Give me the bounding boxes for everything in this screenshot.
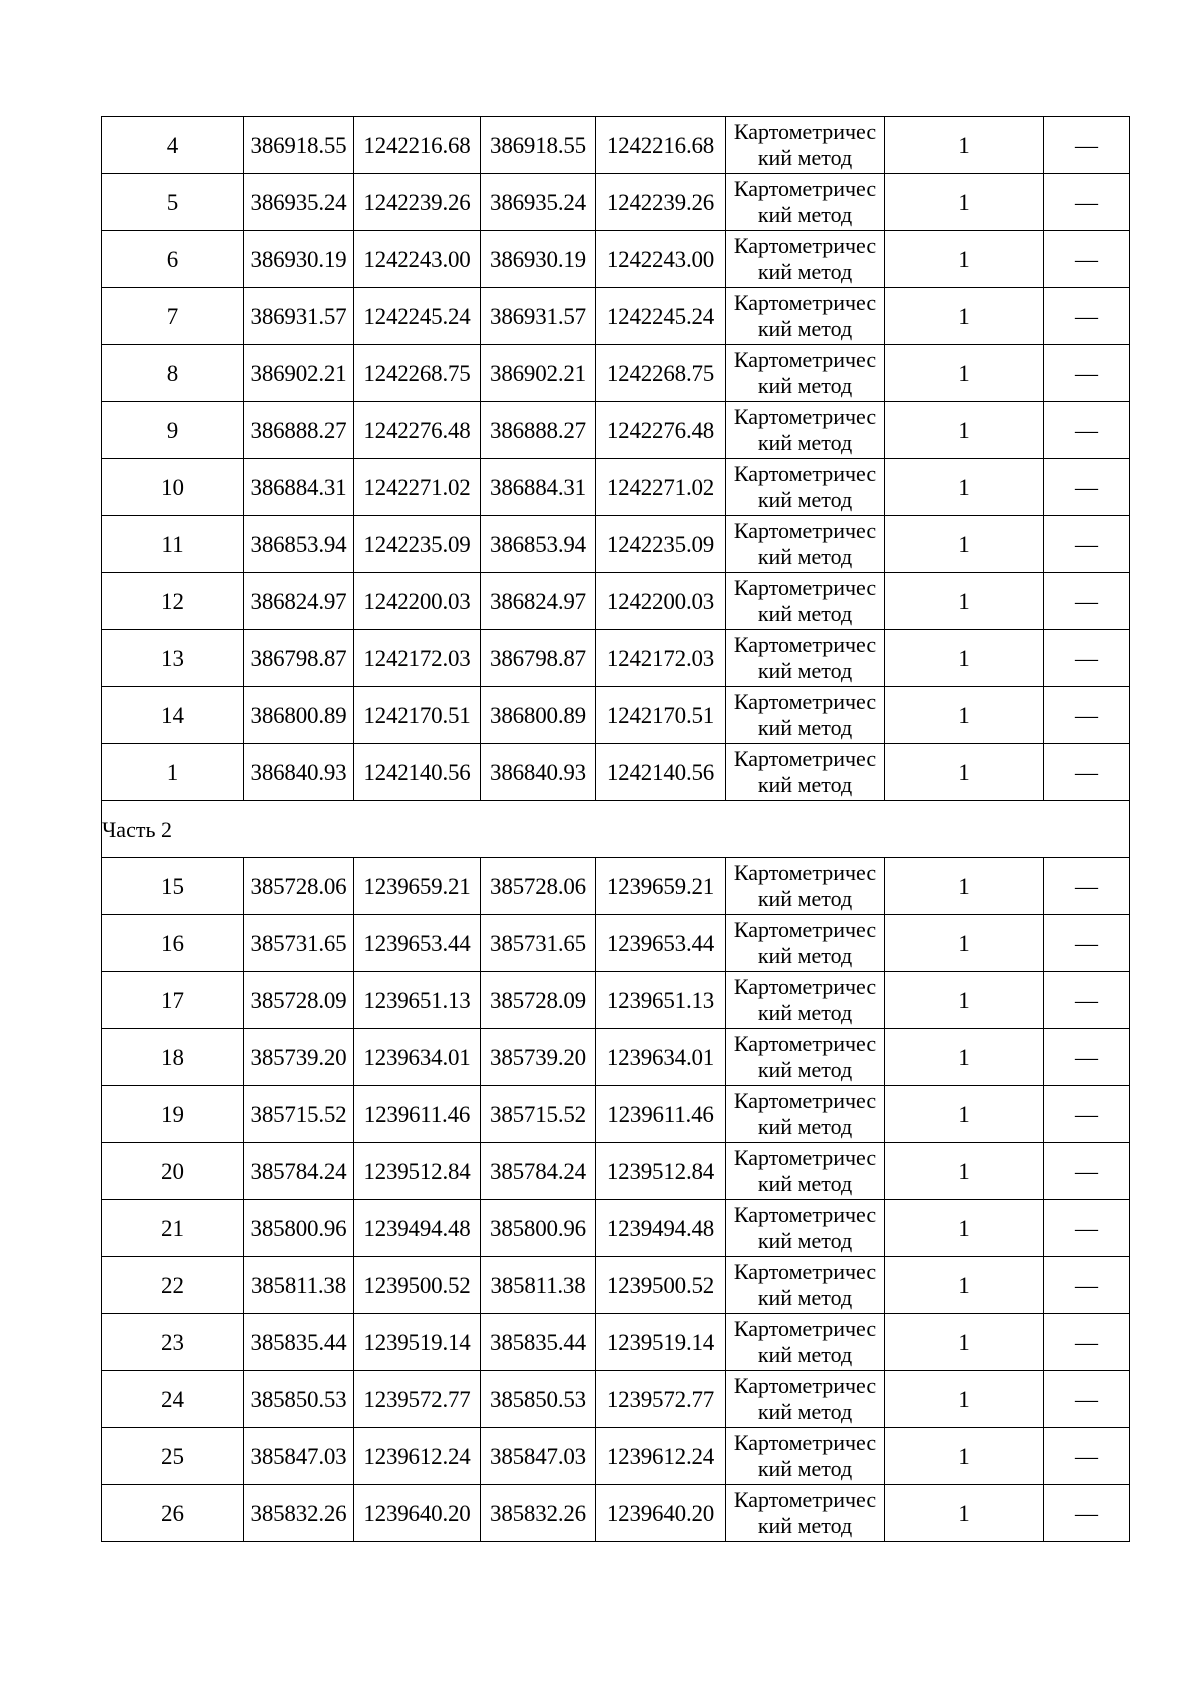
part-2-label: Часть 2: [102, 801, 1130, 858]
note-cell: [1044, 630, 1130, 687]
dash-text: —: [1075, 189, 1098, 215]
method-cell: [726, 231, 885, 288]
y-coordinate-cell: 1242245.24: [354, 288, 481, 345]
point-number-cell: 10: [102, 459, 244, 516]
point-number-cell: 18: [102, 1029, 244, 1086]
point-number-cell: 25: [102, 1428, 244, 1485]
x-coordinate-cell: 386918.55: [244, 117, 354, 174]
method-cell: [726, 516, 885, 573]
x-coordinate-cell: 386902.21: [481, 345, 596, 402]
method-text: Картометрический метод: [733, 1088, 877, 1139]
y-coordinate-cell: 1242239.26: [354, 174, 481, 231]
y-coordinate-cell: 1239519.14: [596, 1314, 726, 1371]
method-text: Картометрический метод: [733, 518, 877, 569]
x-coordinate-cell: 385728.06: [244, 858, 354, 915]
y-coordinate-cell: 1242200.03: [354, 573, 481, 630]
accuracy-cell: 1: [885, 117, 1044, 174]
method-cell: [726, 1143, 885, 1200]
method-text: Картометрический метод: [733, 347, 877, 398]
table-row: [102, 345, 1130, 402]
x-coordinate-cell: 385832.26: [481, 1485, 596, 1542]
y-coordinate-cell: 1242235.09: [596, 516, 726, 573]
table-row: [102, 1086, 1130, 1143]
method-text: Картометрический метод: [733, 1316, 877, 1367]
y-coordinate-cell: 1239612.24: [596, 1428, 726, 1485]
note-cell: [1044, 516, 1130, 573]
x-coordinate-cell: 385739.20: [481, 1029, 596, 1086]
method-cell: [726, 288, 885, 345]
accuracy-cell: 1: [885, 231, 1044, 288]
note-cell: [1044, 1257, 1130, 1314]
x-coordinate-cell: 385784.24: [481, 1143, 596, 1200]
x-coordinate-cell: 386931.57: [481, 288, 596, 345]
method-cell: [726, 1485, 885, 1542]
point-number-cell: 21: [102, 1200, 244, 1257]
note-cell: [1044, 1200, 1130, 1257]
dash-text: —: [1075, 930, 1098, 956]
dash-text: —: [1075, 588, 1098, 614]
table-row: [102, 288, 1130, 345]
y-coordinate-cell: 1239512.84: [354, 1143, 481, 1200]
part1-rows: [102, 117, 1130, 801]
dash-text: —: [1075, 1215, 1098, 1241]
y-coordinate-cell: 1242268.75: [354, 345, 481, 402]
accuracy-cell: 1: [885, 1485, 1044, 1542]
method-cell: [726, 1428, 885, 1485]
table-row: [102, 972, 1130, 1029]
point-number-cell: 9: [102, 402, 244, 459]
y-coordinate-cell: 1239494.48: [596, 1200, 726, 1257]
table-row: [102, 1143, 1130, 1200]
x-coordinate-cell: 386884.31: [481, 459, 596, 516]
method-text: Картометрический метод: [733, 746, 877, 797]
method-text: Картометрический метод: [733, 1202, 877, 1253]
method-text: Картометрический метод: [733, 1145, 877, 1196]
x-coordinate-cell: 386840.93: [481, 744, 596, 801]
y-coordinate-cell: 1242170.51: [354, 687, 481, 744]
x-coordinate-cell: 385835.44: [481, 1314, 596, 1371]
table-row: [102, 915, 1130, 972]
method-text: Картометрический метод: [733, 1373, 877, 1424]
x-coordinate-cell: 385731.65: [481, 915, 596, 972]
part2-rows: [102, 858, 1130, 1542]
point-number-cell: 20: [102, 1143, 244, 1200]
method-cell: [726, 744, 885, 801]
y-coordinate-cell: 1242216.68: [596, 117, 726, 174]
dash-text: —: [1075, 1272, 1098, 1298]
point-number-cell: 7: [102, 288, 244, 345]
dash-text: —: [1075, 303, 1098, 329]
dash-text: —: [1075, 360, 1098, 386]
accuracy-cell: 1: [885, 744, 1044, 801]
method-text: Картометрический метод: [733, 233, 877, 284]
point-number-cell: 22: [102, 1257, 244, 1314]
accuracy-cell: 1: [885, 1371, 1044, 1428]
x-coordinate-cell: 386888.27: [481, 402, 596, 459]
method-cell: [726, 1371, 885, 1428]
note-cell: [1044, 1371, 1130, 1428]
x-coordinate-cell: 385847.03: [244, 1428, 354, 1485]
note-cell: [1044, 573, 1130, 630]
accuracy-cell: 1: [885, 1029, 1044, 1086]
y-coordinate-cell: 1239500.52: [354, 1257, 481, 1314]
x-coordinate-cell: 385715.52: [244, 1086, 354, 1143]
point-number-cell: 17: [102, 972, 244, 1029]
method-cell: [726, 174, 885, 231]
point-number-cell: 16: [102, 915, 244, 972]
note-cell: [1044, 744, 1130, 801]
point-number-cell: 8: [102, 345, 244, 402]
y-coordinate-cell: 1239611.46: [596, 1086, 726, 1143]
x-coordinate-cell: 386798.87: [481, 630, 596, 687]
y-coordinate-cell: 1242268.75: [596, 345, 726, 402]
y-coordinate-cell: 1242235.09: [354, 516, 481, 573]
x-coordinate-cell: 386935.24: [244, 174, 354, 231]
point-number-cell: 15: [102, 858, 244, 915]
y-coordinate-cell: 1239512.84: [596, 1143, 726, 1200]
table-row: [102, 573, 1130, 630]
y-coordinate-cell: 1239640.20: [354, 1485, 481, 1542]
x-coordinate-cell: 386884.31: [244, 459, 354, 516]
accuracy-cell: 1: [885, 687, 1044, 744]
y-coordinate-cell: 1239634.01: [354, 1029, 481, 1086]
dash-text: —: [1075, 1044, 1098, 1070]
note-cell: [1044, 402, 1130, 459]
point-number-cell: 4: [102, 117, 244, 174]
table-row: [102, 630, 1130, 687]
method-cell: [726, 345, 885, 402]
x-coordinate-cell: 385850.53: [481, 1371, 596, 1428]
dash-text: —: [1075, 987, 1098, 1013]
x-coordinate-cell: 385850.53: [244, 1371, 354, 1428]
table-row: [102, 1200, 1130, 1257]
method-text: Картометрический метод: [733, 404, 877, 455]
point-number-cell: 13: [102, 630, 244, 687]
point-number-cell: 14: [102, 687, 244, 744]
method-cell: [726, 573, 885, 630]
table-row: [102, 687, 1130, 744]
accuracy-cell: 1: [885, 858, 1044, 915]
x-coordinate-cell: 385715.52: [481, 1086, 596, 1143]
point-number-cell: 1: [102, 744, 244, 801]
table-row: [102, 858, 1130, 915]
note-cell: [1044, 174, 1130, 231]
x-coordinate-cell: 386931.57: [244, 288, 354, 345]
note-cell: [1044, 1428, 1130, 1485]
dash-text: —: [1075, 246, 1098, 272]
y-coordinate-cell: 1242239.26: [596, 174, 726, 231]
y-coordinate-cell: 1242243.00: [596, 231, 726, 288]
table-row: [102, 744, 1130, 801]
x-coordinate-cell: 386902.21: [244, 345, 354, 402]
dash-text: —: [1075, 531, 1098, 557]
method-cell: [726, 972, 885, 1029]
x-coordinate-cell: 386853.94: [244, 516, 354, 573]
method-text: Картометрический метод: [733, 176, 877, 227]
accuracy-cell: 1: [885, 459, 1044, 516]
method-text: Картометрический метод: [733, 1031, 877, 1082]
y-coordinate-cell: 1239640.20: [596, 1485, 726, 1542]
table-row: [102, 1029, 1130, 1086]
dash-text: —: [1075, 873, 1098, 899]
table-row: [102, 459, 1130, 516]
y-coordinate-cell: 1239653.44: [596, 915, 726, 972]
accuracy-cell: 1: [885, 1314, 1044, 1371]
point-number-cell: 24: [102, 1371, 244, 1428]
y-coordinate-cell: 1239572.77: [596, 1371, 726, 1428]
accuracy-cell: 1: [885, 402, 1044, 459]
y-coordinate-cell: 1239611.46: [354, 1086, 481, 1143]
y-coordinate-cell: 1242243.00: [354, 231, 481, 288]
x-coordinate-cell: 385731.65: [244, 915, 354, 972]
accuracy-cell: 1: [885, 174, 1044, 231]
method-cell: [726, 1314, 885, 1371]
method-text: Картометрический метод: [733, 632, 877, 683]
x-coordinate-cell: 386824.97: [481, 573, 596, 630]
method-cell: [726, 459, 885, 516]
method-text: Картометрический метод: [733, 1487, 877, 1538]
method-text: Картометрический метод: [733, 974, 877, 1025]
y-coordinate-cell: 1242140.56: [596, 744, 726, 801]
accuracy-cell: 1: [885, 915, 1044, 972]
dash-text: —: [1075, 1443, 1098, 1469]
y-coordinate-cell: 1239572.77: [354, 1371, 481, 1428]
y-coordinate-cell: 1239494.48: [354, 1200, 481, 1257]
method-cell: [726, 1086, 885, 1143]
table-row: [102, 231, 1130, 288]
method-text: Картометрический метод: [733, 290, 877, 341]
dash-text: —: [1075, 417, 1098, 443]
method-cell: [726, 858, 885, 915]
accuracy-cell: 1: [885, 1200, 1044, 1257]
point-number-cell: 5: [102, 174, 244, 231]
x-coordinate-cell: 386800.89: [481, 687, 596, 744]
x-coordinate-cell: 386798.87: [244, 630, 354, 687]
note-cell: [1044, 459, 1130, 516]
accuracy-cell: 1: [885, 1086, 1044, 1143]
accuracy-cell: 1: [885, 972, 1044, 1029]
x-coordinate-cell: 386853.94: [481, 516, 596, 573]
y-coordinate-cell: 1242216.68: [354, 117, 481, 174]
method-text: Картометрический метод: [733, 1430, 877, 1481]
method-cell: [726, 630, 885, 687]
table-row: [102, 1428, 1130, 1485]
note-cell: [1044, 687, 1130, 744]
note-cell: [1044, 858, 1130, 915]
table-row: [102, 516, 1130, 573]
table-row: [102, 1257, 1130, 1314]
note-cell: [1044, 1314, 1130, 1371]
y-coordinate-cell: 1242245.24: [596, 288, 726, 345]
x-coordinate-cell: 386918.55: [481, 117, 596, 174]
part2-header: [102, 801, 1130, 858]
dash-text: —: [1075, 759, 1098, 785]
point-number-cell: 19: [102, 1086, 244, 1143]
x-coordinate-cell: 386840.93: [244, 744, 354, 801]
x-coordinate-cell: 386824.97: [244, 573, 354, 630]
coordinates-table: [101, 116, 1130, 1542]
method-text: Картометрический метод: [733, 575, 877, 626]
x-coordinate-cell: 385784.24: [244, 1143, 354, 1200]
table-row: [102, 174, 1130, 231]
accuracy-cell: 1: [885, 345, 1044, 402]
x-coordinate-cell: 385728.09: [244, 972, 354, 1029]
x-coordinate-cell: 385811.38: [244, 1257, 354, 1314]
dash-text: —: [1075, 1500, 1098, 1526]
method-text: Картометрический метод: [733, 917, 877, 968]
x-coordinate-cell: 385800.96: [244, 1200, 354, 1257]
dash-text: —: [1075, 474, 1098, 500]
method-cell: [726, 402, 885, 459]
y-coordinate-cell: 1239659.21: [354, 858, 481, 915]
x-coordinate-cell: 385739.20: [244, 1029, 354, 1086]
dash-text: —: [1075, 132, 1098, 158]
dash-text: —: [1075, 1158, 1098, 1184]
point-number-cell: 11: [102, 516, 244, 573]
y-coordinate-cell: 1242170.51: [596, 687, 726, 744]
note-cell: [1044, 1143, 1130, 1200]
y-coordinate-cell: 1242172.03: [596, 630, 726, 687]
method-text: Картометрический метод: [733, 461, 877, 512]
x-coordinate-cell: 386930.19: [481, 231, 596, 288]
x-coordinate-cell: 385835.44: [244, 1314, 354, 1371]
y-coordinate-cell: 1242276.48: [596, 402, 726, 459]
dash-text: —: [1075, 1101, 1098, 1127]
point-number-cell: 6: [102, 231, 244, 288]
dash-text: —: [1075, 702, 1098, 728]
method-text: Картометрический метод: [733, 119, 877, 170]
dash-text: —: [1075, 645, 1098, 671]
y-coordinate-cell: 1242140.56: [354, 744, 481, 801]
method-cell: [726, 1257, 885, 1314]
y-coordinate-cell: 1242271.02: [596, 459, 726, 516]
dash-text: —: [1075, 1386, 1098, 1412]
note-cell: [1044, 288, 1130, 345]
point-number-cell: 23: [102, 1314, 244, 1371]
x-coordinate-cell: 385832.26: [244, 1485, 354, 1542]
table-row: [102, 402, 1130, 459]
y-coordinate-cell: 1239612.24: [354, 1428, 481, 1485]
y-coordinate-cell: 1242276.48: [354, 402, 481, 459]
y-coordinate-cell: 1239651.13: [596, 972, 726, 1029]
x-coordinate-cell: 385728.09: [481, 972, 596, 1029]
y-coordinate-cell: 1242172.03: [354, 630, 481, 687]
table-row: [102, 1314, 1130, 1371]
accuracy-cell: 1: [885, 1257, 1044, 1314]
note-cell: [1044, 1029, 1130, 1086]
y-coordinate-cell: 1239653.44: [354, 915, 481, 972]
part-header-row: [102, 801, 1130, 858]
point-number-cell: 12: [102, 573, 244, 630]
accuracy-cell: 1: [885, 288, 1044, 345]
accuracy-cell: 1: [885, 1143, 1044, 1200]
x-coordinate-cell: 385800.96: [481, 1200, 596, 1257]
table-row: [102, 1485, 1130, 1542]
accuracy-cell: 1: [885, 516, 1044, 573]
dash-text: —: [1075, 1329, 1098, 1355]
y-coordinate-cell: 1239634.01: [596, 1029, 726, 1086]
method-cell: [726, 1029, 885, 1086]
method-cell: [726, 915, 885, 972]
point-number-cell: 26: [102, 1485, 244, 1542]
y-coordinate-cell: 1239500.52: [596, 1257, 726, 1314]
table-row: [102, 1371, 1130, 1428]
x-coordinate-cell: 386935.24: [481, 174, 596, 231]
accuracy-cell: 1: [885, 573, 1044, 630]
method-cell: [726, 117, 885, 174]
accuracy-cell: 1: [885, 1428, 1044, 1485]
accuracy-cell: 1: [885, 630, 1044, 687]
note-cell: [1044, 915, 1130, 972]
x-coordinate-cell: 385811.38: [481, 1257, 596, 1314]
y-coordinate-cell: 1239651.13: [354, 972, 481, 1029]
note-cell: [1044, 1485, 1130, 1542]
note-cell: [1044, 1086, 1130, 1143]
note-cell: [1044, 345, 1130, 402]
x-coordinate-cell: 386930.19: [244, 231, 354, 288]
x-coordinate-cell: 386888.27: [244, 402, 354, 459]
method-text: Картометрический метод: [733, 689, 877, 740]
method-text: Картометрический метод: [733, 1259, 877, 1310]
method-cell: [726, 687, 885, 744]
method-cell: [726, 1200, 885, 1257]
x-coordinate-cell: 385728.06: [481, 858, 596, 915]
y-coordinate-cell: 1242271.02: [354, 459, 481, 516]
note-cell: [1044, 231, 1130, 288]
y-coordinate-cell: 1239659.21: [596, 858, 726, 915]
note-cell: [1044, 972, 1130, 1029]
note-cell: [1044, 117, 1130, 174]
table-row: [102, 117, 1130, 174]
method-text: Картометрический метод: [733, 860, 877, 911]
x-coordinate-cell: 386800.89: [244, 687, 354, 744]
y-coordinate-cell: 1239519.14: [354, 1314, 481, 1371]
y-coordinate-cell: 1242200.03: [596, 573, 726, 630]
x-coordinate-cell: 385847.03: [481, 1428, 596, 1485]
